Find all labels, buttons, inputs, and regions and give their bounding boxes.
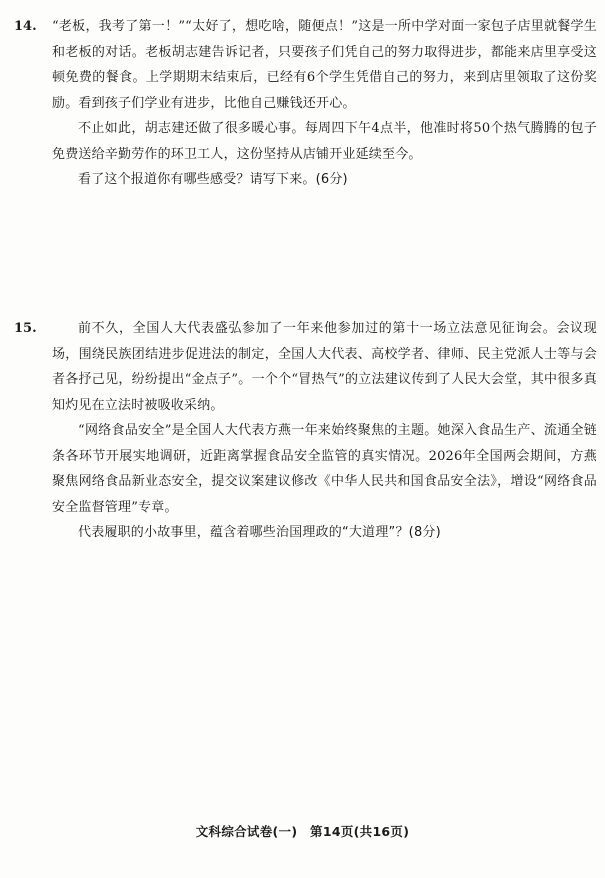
question-15-paragraph-1: 前不久，全国人大代表盛弘参加了一年来他参加过的第十一场立法意见征询会。会议现场，围绕民族团结进步促进法的制定，全国人大代表、高校学者、律师、民主党派人士等与会者各抒己见，纷纷提出“金点子”。一个个“冒热气”的立法建议传到了人民大会堂，其中很多真知灼见在立法时被吸收采纳。 xyxy=(52,321,597,413)
question-14-prompt: 看了这个报道你有哪些感受？请写下来。(6分) xyxy=(78,172,348,187)
question-number: 14. xyxy=(14,19,37,34)
page-number: 第14页(共16页) xyxy=(310,824,410,839)
paper-title: 文科综合试卷(一) xyxy=(195,824,298,839)
page-footer xyxy=(0,822,605,840)
question-15 xyxy=(14,316,597,546)
question-14-paragraph-1: “老板，我考了第一！”“太好了，想吃啥，随便点！”这是一所中学对面一家包子店里就餐学生和老板的对话。老板胡志建告诉记者，只要孩子们凭自己的努力取得进步，都能来店里享受这顿免费的餐食。上学期期末结束后，已经有6个学生凭借自己的努力，来到店里领取了这份奖励。看到孩子们学业有进步，比他自己赚钱还开心。 xyxy=(52,19,597,111)
question-15-paragraph-2: “网络食品安全”是全国人大代表方燕一年来始终聚焦的主题。她深入食品生产、流通全链条各环节开展实地调研，近距离掌握食品安全监管的真实情况。2026年全国两会期间，方燕聚焦网络食品新业态安全，提交议案建议修改《中华人民共和国食品安全法》，增设“网络食品安全监督管理”专章。 xyxy=(52,423,597,515)
question-14-paragraph-2: 不止如此，胡志建还做了很多暖心事。每周四下午4点半，他准时将50个热气腾腾的包子免费送给辛勤劳作的环卫工人，这份坚持从店铺开业延续至今。 xyxy=(52,121,597,162)
question-14 xyxy=(14,14,597,193)
question-number: 15. xyxy=(14,321,37,336)
question-15-prompt: 代表履职的小故事里，蕴含着哪些治国理政的“大道理”？(8分) xyxy=(78,525,441,540)
